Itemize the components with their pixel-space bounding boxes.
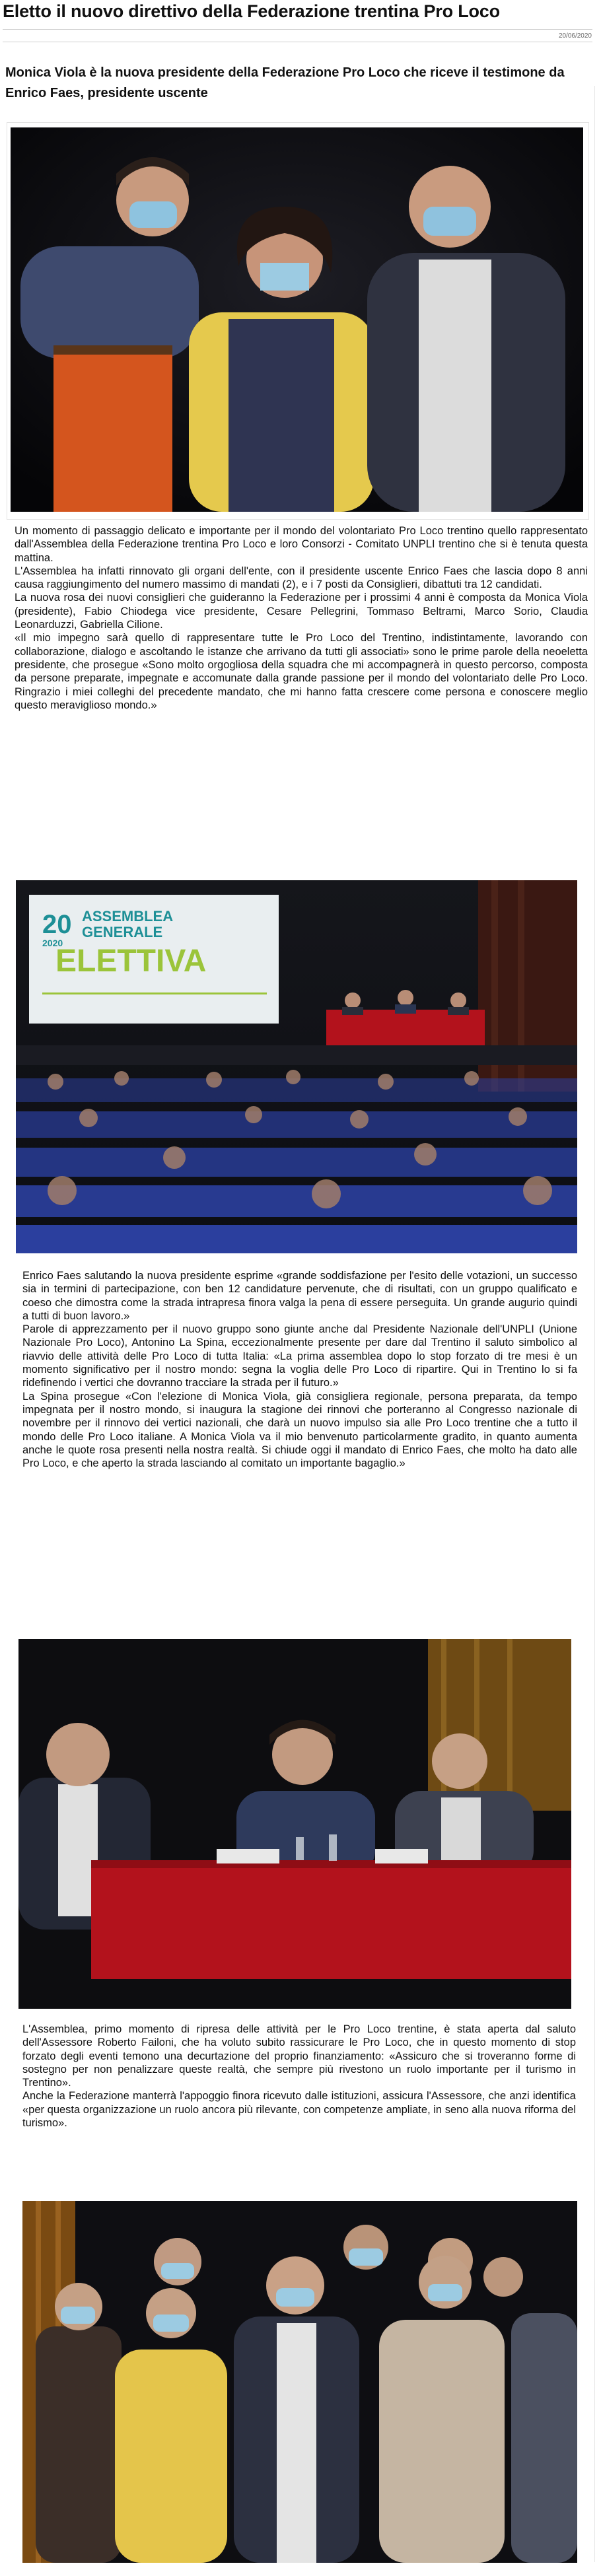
paragraph: Enrico Faes salutando la nuova presidente esprime «grande soddisfazione per l'esito delle votazioni, un successo sia in termini di partecipazione, con ben 12 candidature pervenute, che di risultati, con un gruppo qualificato e coeso che dimostra come la strada intrapresa finora valga la pena di essere perseguita. Un grande augurio quindi a tutti di buon lavoro.»: [22, 1270, 577, 1322]
body-block-3: [22, 2023, 576, 2130]
banner-year-bottom: 2020: [42, 938, 63, 948]
paragraph: L'Assemblea, primo momento di ripresa delle attività per le Pro Loco trentine, è stata aperta dal saluto dell'Assessore Roberto Failoni, che ha voluto subito rassicurare le Pro Loco, che in questo momento di stop forzato degli eventi temono una decurtazione del proprio finanziamento: «Assicuro che si troveranno forme di sostegno per non penalizzare queste realtà, che sempre più rivestono un ruolo importante per il turismo in Trentino».: [22, 2023, 576, 2089]
photo-new-president-art: [11, 127, 583, 512]
photo-assembly-hall: [16, 880, 577, 1253]
paragraph: Parole di apprezzamento per il nuovo gruppo sono giunte anche dal Presidente Nazionale dell'UNPLI (Unione Nazionale Pro Loco), Antonino La Spina, eccezionalmente presente per dare dal Trentino il saluto simbolico al riavvio delle attività delle Pro Loco di tutta Italia: «La prima assemblea dopo lo stop forzato di tre mesi è un momento significativo per il nostro mondo: segna la voglia delle Pro Loco di ripartire. Qui in Trentino lo si fa ridefinendo i vertici che dovranno tracciare la strada per il futuro.»: [22, 1323, 577, 1389]
paragraph: «Il mio impegno sarà quello di rappresentare tutte le Pro Loco del Trentino, indistintamente, lavorando con collaborazione, dialogo e ascoltando le istanze che arrivano da tutti gli associati» sono le prime parole della neoeletta presidente, che prosegue «Sono molto orgogliosa della squadra che mi accompagnerà in questo percorso, composta da persone preparate, impegnate e accomunate dalla grande passione per il mondo del volontariato delle Pro Loco. Ringrazio i miei colleghi del precedente mandato, che mi hanno fatta crescere come persona e conoscere meglio questo meraviglioso mondo.»: [15, 632, 588, 711]
article-date: 20/06/2020: [558, 32, 592, 40]
banner-line3: ELETTIVA: [55, 944, 207, 979]
banner-year-top: 20: [42, 910, 72, 939]
photo-assembly-hall-art: [16, 880, 577, 1253]
photo-group-art: [22, 2201, 577, 2563]
photo-group: [22, 2201, 577, 2563]
article-title: Eletto il nuovo direttivo della Federazione trentina Pro Loco: [3, 1, 500, 21]
column-border: [594, 86, 595, 2562]
body-block-2: [22, 1269, 577, 1470]
paragraph: La nuova rosa dei nuovi consiglieri che guideranno la Federazione per i prossimi 4 anni è composta da Monica Viola (presidente), Fabio Chiodega vice presidente, Cesare Pellegrini, Tommaso Beltrami, Marco Sorio, Claudia Leonarduzzi, Gabriella Cilione.: [15, 592, 588, 631]
banner-line1: ASSEMBLEA: [82, 908, 174, 924]
photo-speakers-panel: [18, 1639, 571, 2009]
paragraph: La Spina prosegue «Con l'elezione di Monica Viola, già consigliera regionale, persona preparata, da tempo impegnata per il nostro mondo, si inaugura la stagione dei rinnovi che porteranno al Congresso nazionale di novembre per il rinnovo dei vertici nazionali, che darà un nuovo impulso sia alle Pro Loco trentine che a tutto il mondo delle Pro Loco italiane. A Monica Viola va il mio benvenuto particolarmente gradito, in quanto aumenta anche le quote rosa presenti nella nostra realtà. Si chiude oggi il mandato di Enrico Faes, che molto ha dato alle Pro Loco, e che aperto la strada lasciando al comitato un importante bagaglio.»: [22, 1390, 577, 1470]
body-block-1: [15, 524, 588, 712]
paragraph: L'Assemblea ha infatti rinnovato gli organi dell'ente, con il presidente uscente Enrico Faes che lascia dopo 8 anni causa raggiungimento del numero massimo di mandati (2), e i 7 posti da Consiglieri, dibattuti tra 12 candidati.: [15, 565, 588, 591]
title-divider: [3, 29, 592, 30]
paragraph: Anche la Federazione manterrà l'appoggio finora ricevuto dalle istituzioni, assicura l'Assessore, che anzi identifica «per questa organizzazione un ruolo ancora più rilevante, con competenze ampliate, in seno alla nuova riforma del turismo».: [22, 2090, 576, 2130]
article-subtitle: Monica Viola è la nuova presidente della Federazione Pro Loco che riceve il testimone da Enrico Faes, presidente uscente: [5, 65, 565, 100]
photo-speakers-panel-art: [18, 1639, 571, 2009]
banner-line2: GENERALE: [82, 924, 163, 940]
photo-new-president: [11, 127, 583, 512]
paragraph: Un momento di passaggio delicato e importante per il mondo del volontariato Pro Loco trentino quello rappresentato dall'Assemblea della Federazione trentina Pro Loco e loro Consorzi - Comitato UNPLI trentino che si è tenuta questa mattina.: [15, 525, 588, 564]
